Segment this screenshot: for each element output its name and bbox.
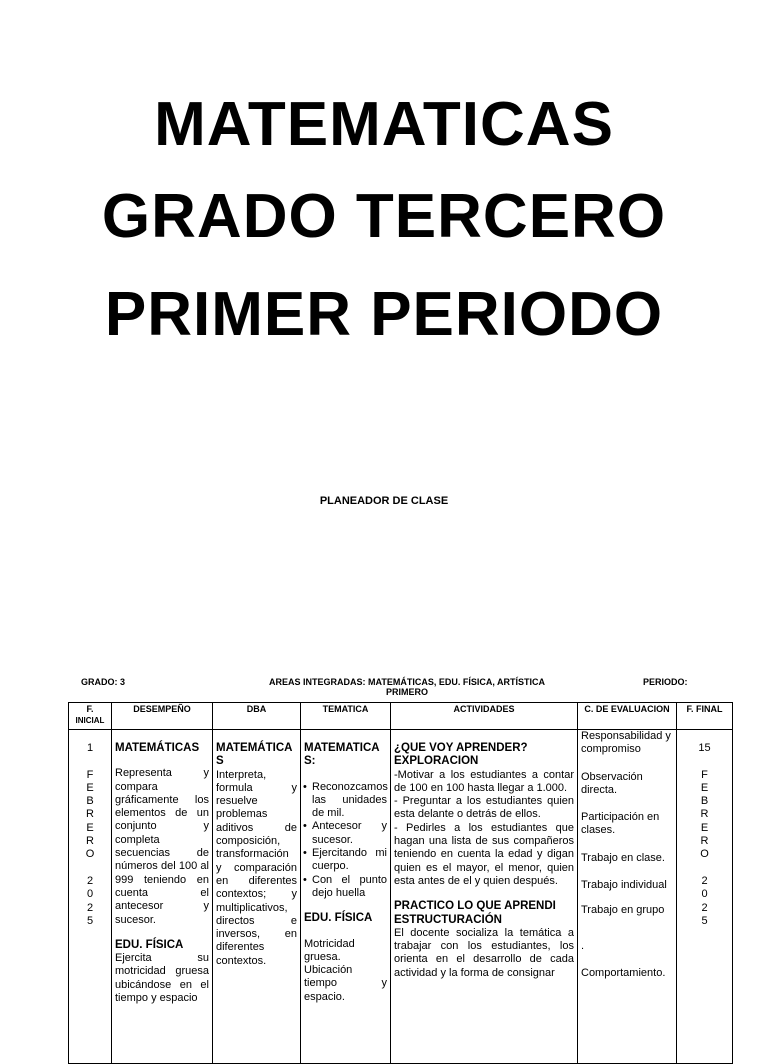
date-char: E xyxy=(700,781,709,794)
date-char: R xyxy=(700,808,709,821)
evaluacion-item: Comportamiento. xyxy=(581,966,666,979)
grado-label: GRADO: 3 xyxy=(81,677,126,687)
date-char: 2 xyxy=(86,901,94,914)
date-char: R xyxy=(86,808,94,821)
header-dba: DBA xyxy=(213,703,301,730)
evaluacion-item: Trabajo en clase. xyxy=(581,851,665,864)
date-char: O xyxy=(85,848,95,861)
actividades-heading-1a: ¿QUE VOY APRENDER? xyxy=(394,742,528,754)
tematica-item: • Antecesor y sucesor. xyxy=(304,820,387,847)
tematica-item: • Reconozcamos las unidades de mil. xyxy=(304,781,387,821)
date-char: 0 xyxy=(86,888,94,901)
tematica-cell xyxy=(301,730,391,1064)
evaluacion-item: Participación en clases. xyxy=(581,811,660,837)
date-char: B xyxy=(700,795,709,808)
date-char: E xyxy=(86,781,94,794)
header-desempeno: DESEMPEÑO xyxy=(112,703,213,730)
desempeno-cell xyxy=(112,730,213,1064)
f-inicial-cell xyxy=(69,730,112,1064)
date-char: 15 xyxy=(698,742,711,754)
actividades-p4: El docente socializa la temática a trabajar con los estudiantes, los orienta en el desarrollo de cada actividad y la forma de consignar xyxy=(394,926,574,979)
evaluacion-item: Responsabilidad y compromiso xyxy=(581,730,671,756)
date-char xyxy=(680,755,729,768)
date-char: E xyxy=(86,821,94,834)
desempeno-text-math: Representa y compara gráficamente los elementos de un conjunto y completa secuencias de números del 100 al 999 teniendo en cuenta el antecesor y sucesor. xyxy=(115,767,209,926)
evaluacion-item: . xyxy=(581,939,585,952)
date-char xyxy=(72,755,108,768)
dba-text: Interpreta, formula y resuelve problemas aditivos de composición, transformación y comparación en diferentes contextos; y multiplicativos, directos e inversos, en diferentes contextos. xyxy=(216,768,297,967)
header-f-inicial-line2: INICIAL xyxy=(75,716,105,725)
tematica-text-motricidad: Motricidad gruesa. xyxy=(304,937,355,963)
title-line-3: PRIMER PERIODO xyxy=(104,280,664,349)
evaluacion-item: Trabajo individual xyxy=(581,879,667,892)
header-f-final: F. FINAL xyxy=(677,703,733,730)
header-tematica: TEMATICA xyxy=(301,703,391,730)
actividades-p2: - Preguntar a los estudiantes quien esta delante o detrás de ellos. xyxy=(394,795,574,821)
header-actividades: ACTIVIDADES xyxy=(391,703,578,730)
title-line-2: GRADO TERCERO xyxy=(101,182,667,251)
tematica-heading-edfis: EDU. FÍSICA xyxy=(304,912,373,925)
tematica-heading-a: MATEMATICA xyxy=(304,742,380,754)
desempeno-text-edfis: Ejercita su motricidad gruesa ubicándose en el tiempo y espacio xyxy=(115,952,209,1005)
tematica-list xyxy=(304,781,387,901)
date-char: 2 xyxy=(86,874,94,887)
date-char xyxy=(72,862,108,875)
date-char: 0 xyxy=(701,888,708,901)
actividades-heading-1b: EXPLORACION xyxy=(394,755,479,768)
table-row xyxy=(69,730,733,1064)
tematica-item: • Con el punto dejo huella xyxy=(304,874,387,901)
planner-table xyxy=(68,702,733,1064)
dba-heading-b: S xyxy=(216,755,224,768)
date-char: R xyxy=(700,835,709,848)
date-char: 5 xyxy=(86,914,94,927)
date-char: 2 xyxy=(701,901,708,914)
actividades-heading-2a: PRACTICO LO QUE APRENDI xyxy=(394,900,556,913)
dba-heading-a: MATEMÁTICA xyxy=(216,742,293,754)
table-header-row xyxy=(69,703,733,730)
header-f-inicial xyxy=(69,703,112,730)
tematica-text-ubicacion: Ubicación tiempo y espacio. xyxy=(304,964,387,1003)
date-char: F xyxy=(86,768,94,781)
dba-cell xyxy=(213,730,301,1064)
actividades-p1: -Motivar a los estudiantes a contar de 100 en 100 hasta llegar a 1.000. xyxy=(394,768,574,794)
date-char: R xyxy=(86,835,94,848)
title-line-1: MATEMATICAS xyxy=(154,90,614,159)
subtitle: PLANEADOR DE CLASE xyxy=(319,495,449,507)
actividades-p3: - Pedirles a los estudiantes que hagan una lista de sus compañeros teniendo en cuenta la edad y digan quien es el mayor, el menor, quien esta antes de el y quien después. xyxy=(394,821,574,887)
tematica-item: • Ejercitando mi cuerpo. xyxy=(304,847,387,874)
date-char: 5 xyxy=(701,914,708,927)
actividades-cell xyxy=(391,730,578,1064)
date-char: E xyxy=(700,821,709,834)
date-char: B xyxy=(86,795,94,808)
desempeno-heading-edfis: EDU. FÍSICA xyxy=(115,938,184,951)
header-f-inicial-line1: F. xyxy=(86,704,94,714)
date-char xyxy=(680,862,729,875)
actividades-heading-2b: ESTRUCTURACIÓN xyxy=(394,913,502,926)
date-char: 1 xyxy=(86,742,94,754)
header-evaluacion: C. DE EVALUACION xyxy=(578,703,677,730)
date-char: 2 xyxy=(701,874,708,887)
areas-line-1: AREAS INTEGRADAS: MATEMÁTICAS, EDU. FÍSICA, ARTÍSTICA xyxy=(269,677,545,687)
areas-line-2: PRIMERO xyxy=(385,687,428,697)
desempeno-heading-math: MATEMÁTICAS xyxy=(115,742,200,754)
tematica-heading-b: S: xyxy=(304,755,316,768)
f-final-cell xyxy=(677,730,733,1064)
evaluacion-item: Observación directa. xyxy=(581,770,643,796)
areas-label xyxy=(232,677,582,697)
evaluacion-cell xyxy=(578,730,677,1064)
periodo-label: PERIODO: xyxy=(643,677,688,687)
evaluacion-item: Trabajo en grupo xyxy=(581,904,665,917)
date-char: F xyxy=(701,768,708,781)
date-char: O xyxy=(700,848,709,861)
